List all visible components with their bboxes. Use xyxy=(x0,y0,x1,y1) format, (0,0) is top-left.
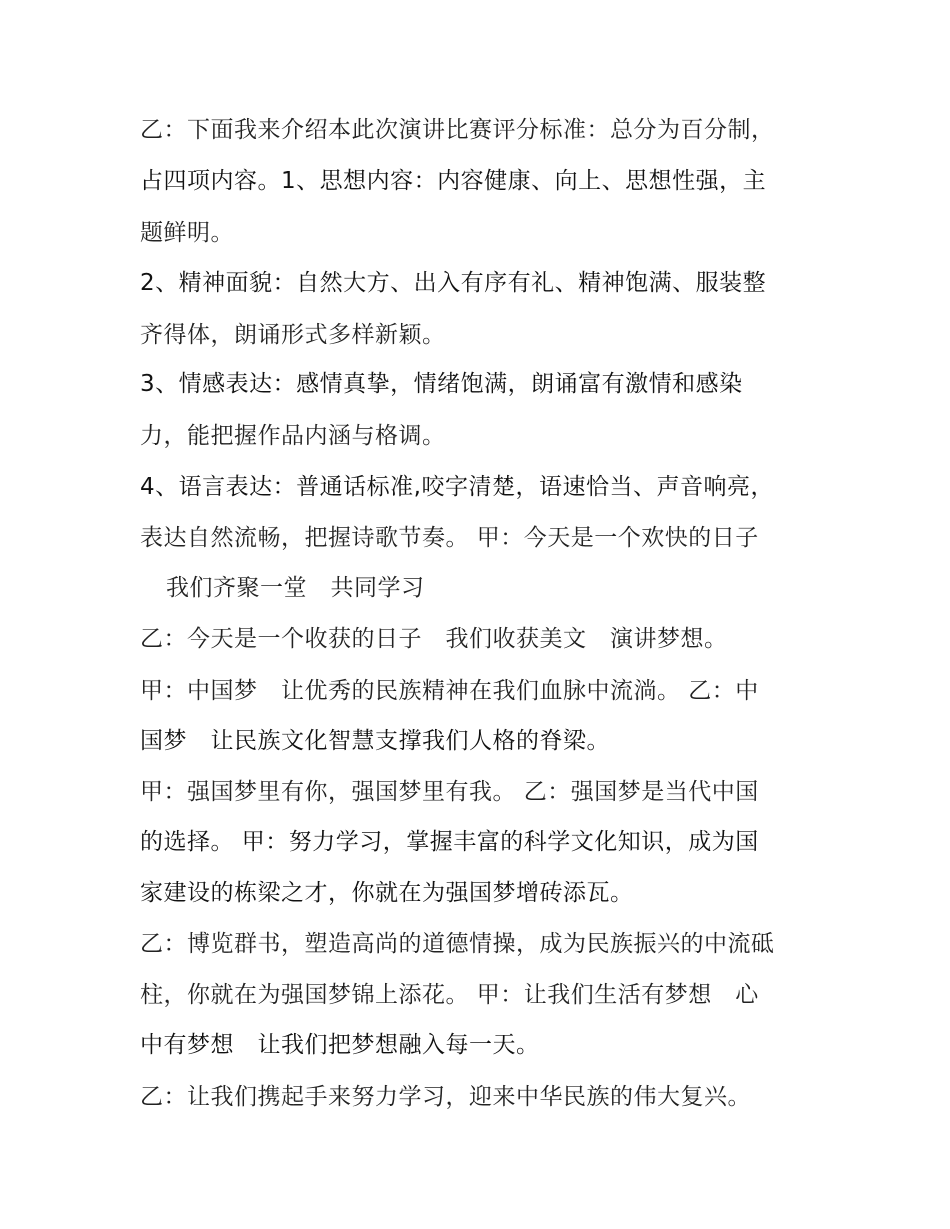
text-line-1: 乙：下面我来介绍本此次演讲比赛评分标准：总分为百分制， xyxy=(140,117,775,143)
text-line-8: 4、语言表达：普通话标准,咬字清楚，语速恰当、声音响亮， xyxy=(140,474,774,500)
text-line-14: 甲：强国梦里有你，强国梦里有我。 乙：强国梦是当代中国 xyxy=(140,779,759,805)
text-line-17: 乙：博览群书，塑造高尚的道德情操，成为民族振兴的中流砥 xyxy=(140,931,775,957)
text-line-3: 题鲜明。 xyxy=(140,220,234,246)
text-line-4: 2、精神面貌：自然大方、出入有序有礼、精神饱满、服装整 xyxy=(140,270,767,296)
text-line-10: 我们齐聚一堂 共同学习 xyxy=(166,575,425,601)
text-line-7: 力，能把握作品内涵与格调。 xyxy=(140,423,446,449)
text-line-20: 乙：让我们携起手来努力学习，迎来中华民族的伟大复兴。 xyxy=(140,1084,751,1110)
text-line-16: 家建设的栋梁之才，你就在为强国梦增砖添瓦。 xyxy=(140,880,634,906)
text-line-5: 齐得体，朗诵形式多样新颖。 xyxy=(140,322,446,348)
text-line-19: 中有梦想 让我们把梦想融入每一天。 xyxy=(140,1032,540,1058)
text-line-13: 国梦 让民族文化智慧支撑我们人格的脊梁。 xyxy=(140,728,610,754)
text-line-9: 表达自然流畅，把握诗歌节奏。 甲：今天是一个欢快的日子 xyxy=(140,525,759,551)
text-line-18: 柱，你就在为强国梦锦上添花。 甲：让我们生活有梦想 心 xyxy=(140,982,759,1008)
text-line-12: 甲：中国梦 让优秀的民族精神在我们血脉中流淌。 乙：中 xyxy=(140,678,759,704)
text-line-6: 3、情感表达：感情真挚，情绪饱满，朗诵富有激情和感染 xyxy=(140,371,743,397)
text-line-15: 的选择。 甲：努力学习，掌握丰富的科学文化知识，成为国 xyxy=(140,829,759,855)
text-line-11: 乙：今天是一个收获的日子 我们收获美文 演讲梦想。 xyxy=(140,626,728,652)
text-line-2: 占四项内容。1、思想内容：内容健康、向上、思想性强，主 xyxy=(140,168,767,194)
